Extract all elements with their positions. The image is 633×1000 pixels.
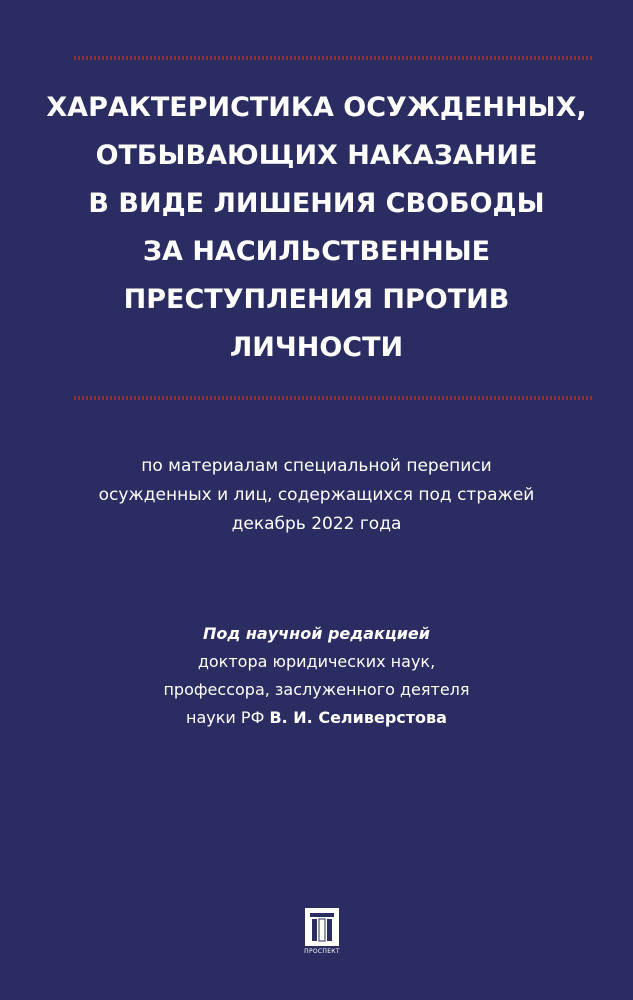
subtitle-line: осужденных и лиц, содержащихся под стражей: [98, 485, 535, 505]
title-line: ЛИЧНОСТИ: [229, 332, 404, 363]
editor-line: профессора, заслуженного деятеля: [163, 680, 470, 699]
editor-heading: Под научной редакцией: [203, 624, 430, 643]
subtitle-line: по материалам специальной переписи: [141, 456, 492, 476]
editor-line: доктора юридических наук,: [197, 652, 436, 671]
title-line: ХАРАКТЕРИСТИКА ОСУЖДЕННЫХ,: [46, 92, 587, 123]
publisher-logo: [292, 908, 352, 960]
title-line: ЗА НАСИЛЬСТВЕННЫЕ: [142, 236, 491, 267]
decorative-rule-top: [74, 56, 592, 60]
editor-line: [40, 704, 593, 732]
subtitle-line: декабрь 2022 года: [231, 514, 402, 534]
decorative-rule-bottom: [74, 396, 592, 400]
title-line: ОТБЫВАЮЩИХ НАКАЗАНИЕ: [95, 140, 538, 171]
prospekt-logo-icon: [305, 908, 339, 946]
book-subtitle: [40, 452, 593, 539]
title-line: В ВИДЕ ЛИШЕНИЯ СВОБОДЫ: [88, 188, 545, 219]
title-line: ПРЕСТУПЛЕНИЯ ПРОТИВ: [123, 284, 510, 315]
editor-block: [40, 620, 593, 732]
editor-name: В. И. Селиверстова: [269, 708, 447, 727]
book-title: [40, 84, 593, 372]
publisher-name: ПРОСПЕКТ: [304, 948, 340, 955]
editor-line-prefix: науки РФ: [186, 708, 265, 727]
